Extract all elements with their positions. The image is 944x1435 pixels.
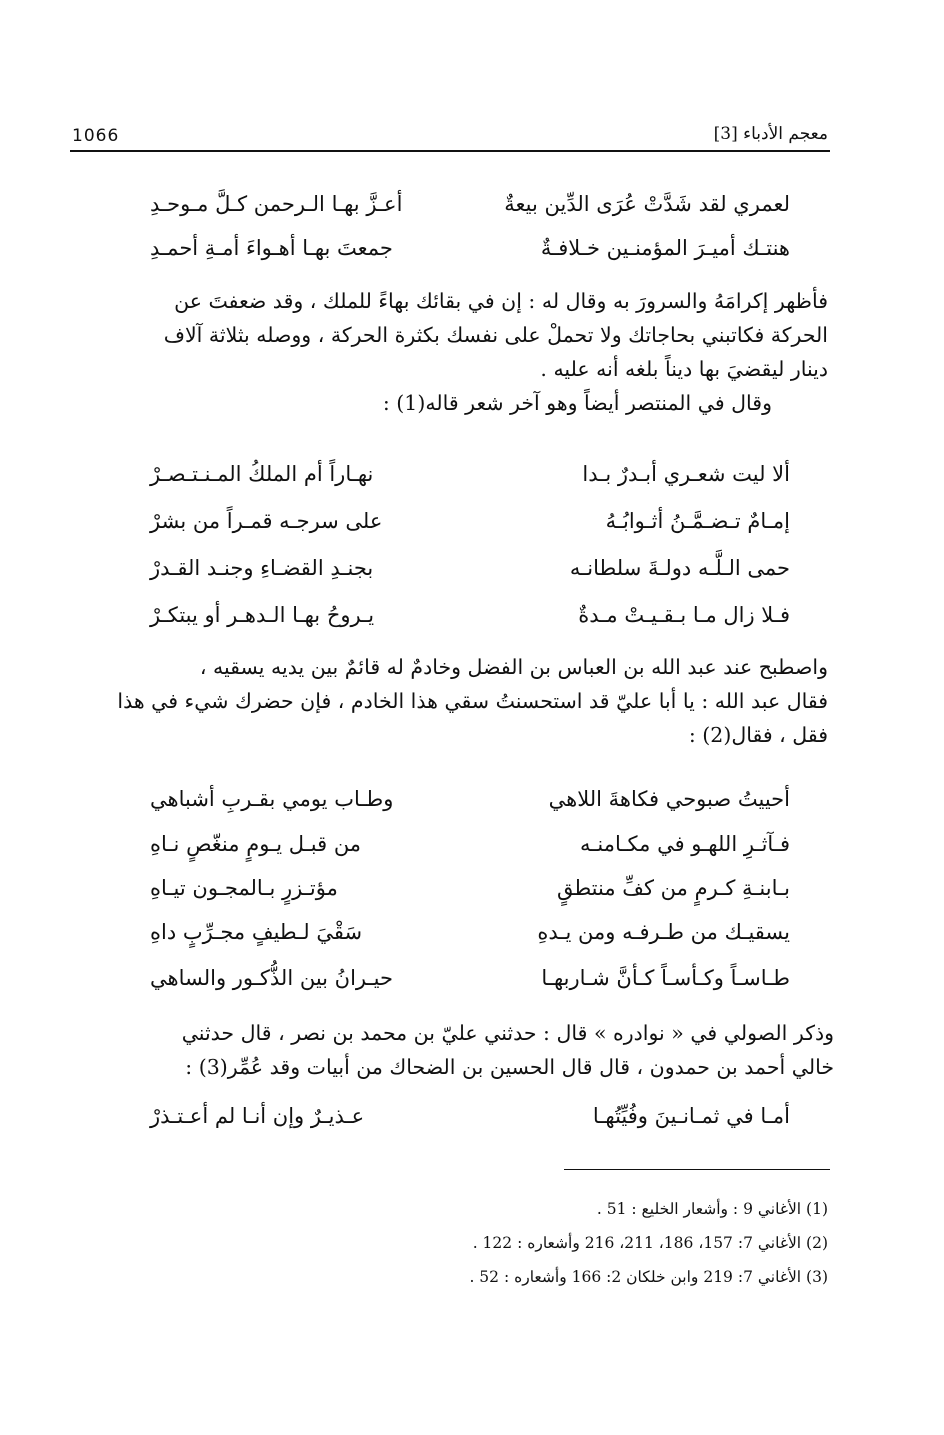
verse-line bbox=[150, 1104, 790, 1138]
footnote: (2) الأغاني 7: 157، 186، 211، 216 وأشعاره : 122 . bbox=[472, 1234, 828, 1252]
prose-line: الحركة فكاتبني بحاجاتك ولا تحملْ على نفسك بكثرة الحركة ، ووصله بثلاثة آلاف bbox=[163, 323, 828, 347]
verse-line bbox=[150, 556, 790, 590]
verse-line bbox=[150, 462, 790, 496]
verse-hemistich-left: من قبـل يـومٍ منغّصٍ نـاهِ bbox=[150, 832, 362, 856]
verse-line bbox=[150, 603, 790, 637]
prose-line: دينار ليقضيَ بها ديناً بلغه أنه عليه . bbox=[540, 357, 828, 381]
verse-hemistich-right: لعمري لقد شَدَّتْ عُرَى الدِّين بيعةٌ bbox=[504, 192, 790, 216]
verse-hemistich-left: عـذيـرٌ وإن أنـا لم أعـتـذرْ bbox=[150, 1104, 365, 1128]
prose-line: وذكر الصولي في « نوادره » قال : حدثني عليّ بن محمد بن نصر ، قال حدثني bbox=[181, 1021, 834, 1045]
verse-hemistich-right: بـابنـةِ كـرمٍ من كفِّ منتطقٍ bbox=[556, 876, 790, 900]
verse-hemistich-left: جمعتَ بهـا أهـواءَ أمـةِ أحمـدِ bbox=[150, 236, 393, 260]
footnote: (3) الأغاني 7: 219 وابن خلكان 2: 166 وأشعاره : 52 . bbox=[469, 1268, 828, 1286]
verse-line bbox=[150, 832, 790, 866]
header-rule bbox=[70, 150, 830, 152]
verse-line bbox=[150, 920, 790, 954]
prose-line: وقال في المنتصر أيضاً وهو آخر شعر قاله(1) : bbox=[382, 391, 772, 415]
verse-hemistich-right: أحييتُ صبوحي فكاهةَ اللاهي bbox=[548, 787, 790, 811]
page-number: 1066 bbox=[72, 126, 120, 146]
verse-hemistich-right: حمى الـلَّـه دولـةَ سلطانـه bbox=[569, 556, 790, 580]
verse-hemistich-right: أمـا في ثمـانـينَ وفُيِّتُهـا bbox=[592, 1104, 790, 1128]
verse-hemistich-left: على سرجـه قمـراً من بشرْ bbox=[150, 509, 383, 533]
verse-hemistich-right: يسقيـك من طـرفـه ومن يـدهِ bbox=[537, 920, 790, 944]
verse-line bbox=[150, 236, 790, 270]
prose-paragraph bbox=[72, 284, 828, 420]
verse-hemistich-right: إمـامٌ تـضـمَّـنُ أثـوابُـهُ bbox=[605, 509, 790, 533]
verse-hemistich-left: حيـرانُ بين الذُّكـور والساهي bbox=[150, 966, 393, 990]
verse-hemistich-left: يـروحُ بهـا الـدهـر أو يبتكـرْ bbox=[150, 603, 375, 627]
verse-hemistich-right: فـلا زال مـا بـقـيـتْ مـدةٌ bbox=[578, 603, 790, 627]
verse-hemistich-right: طـاسـاً وكـأسـاً كـأنَّ شـاربهـا bbox=[541, 966, 790, 990]
verse-hemistich-left: وطـاب يومي بقـربِ أشباهي bbox=[150, 787, 394, 811]
prose-line: فقال عبد الله : يا أبا عليّ قد استحسنتُ سقي هذا الخادم ، فإن حضرك شيء في هذا bbox=[117, 689, 828, 713]
verse-line bbox=[150, 876, 790, 910]
prose-paragraph bbox=[72, 1016, 834, 1084]
verse-hemistich-right: ألا ليت شعـري أبـدرٌ بـدا bbox=[582, 462, 790, 486]
footnote-rule bbox=[564, 1169, 830, 1170]
prose-line: واصطبح عند عبد الله بن العباس بن الفضل وخادمٌ له قائمٌ بين يديه يسقيه ، bbox=[199, 655, 828, 679]
verse-hemistich-left: بجنـدِ القضـاءِ وجنـد القـدرْ bbox=[150, 556, 374, 580]
verse-hemistich-right: هنتـك أميـرَ المؤمنـين خـلافـةٌ bbox=[540, 236, 790, 260]
verse-line bbox=[150, 192, 790, 226]
verse-hemistich-right: فـآثـرِ اللهـو في مكـامنـه bbox=[580, 832, 790, 856]
verse-line bbox=[150, 966, 790, 1000]
prose-paragraph bbox=[72, 650, 828, 752]
prose-line: فقل ، فقال(2) : bbox=[688, 723, 828, 747]
prose-line: فأظهر إكرامَهُ والسرورَ به وقال له : إن في بقائك بهاءً للملك ، وقد ضعفتَ عن bbox=[174, 289, 828, 313]
verse-hemistich-left: سَقْيَ لـطيفٍ مجـرِّبٍ داهِ bbox=[150, 920, 363, 944]
verse-hemistich-left: أعـزَّ بهـا الـرحمن كـلَّ مـوحـدِ bbox=[150, 192, 403, 216]
verse-hemistich-left: مؤتـزرٍ بـالمجـون تيـاهِ bbox=[150, 876, 338, 900]
footnote: (1) الأغاني 9 : وأشعار الخليع : 51 . bbox=[596, 1200, 828, 1218]
verse-line bbox=[150, 787, 790, 821]
prose-line: خالي أحمد بن حمدون ، قال قال الحسين بن الضحاك من أبيات وقد عُمِّر(3) : bbox=[185, 1055, 834, 1079]
verse-hemistich-left: نهـاراً أم الملكُ المـنـتـصـرْ bbox=[150, 462, 374, 486]
verse-line bbox=[150, 509, 790, 543]
running-title: معجم الأدباء [3] bbox=[713, 124, 828, 144]
